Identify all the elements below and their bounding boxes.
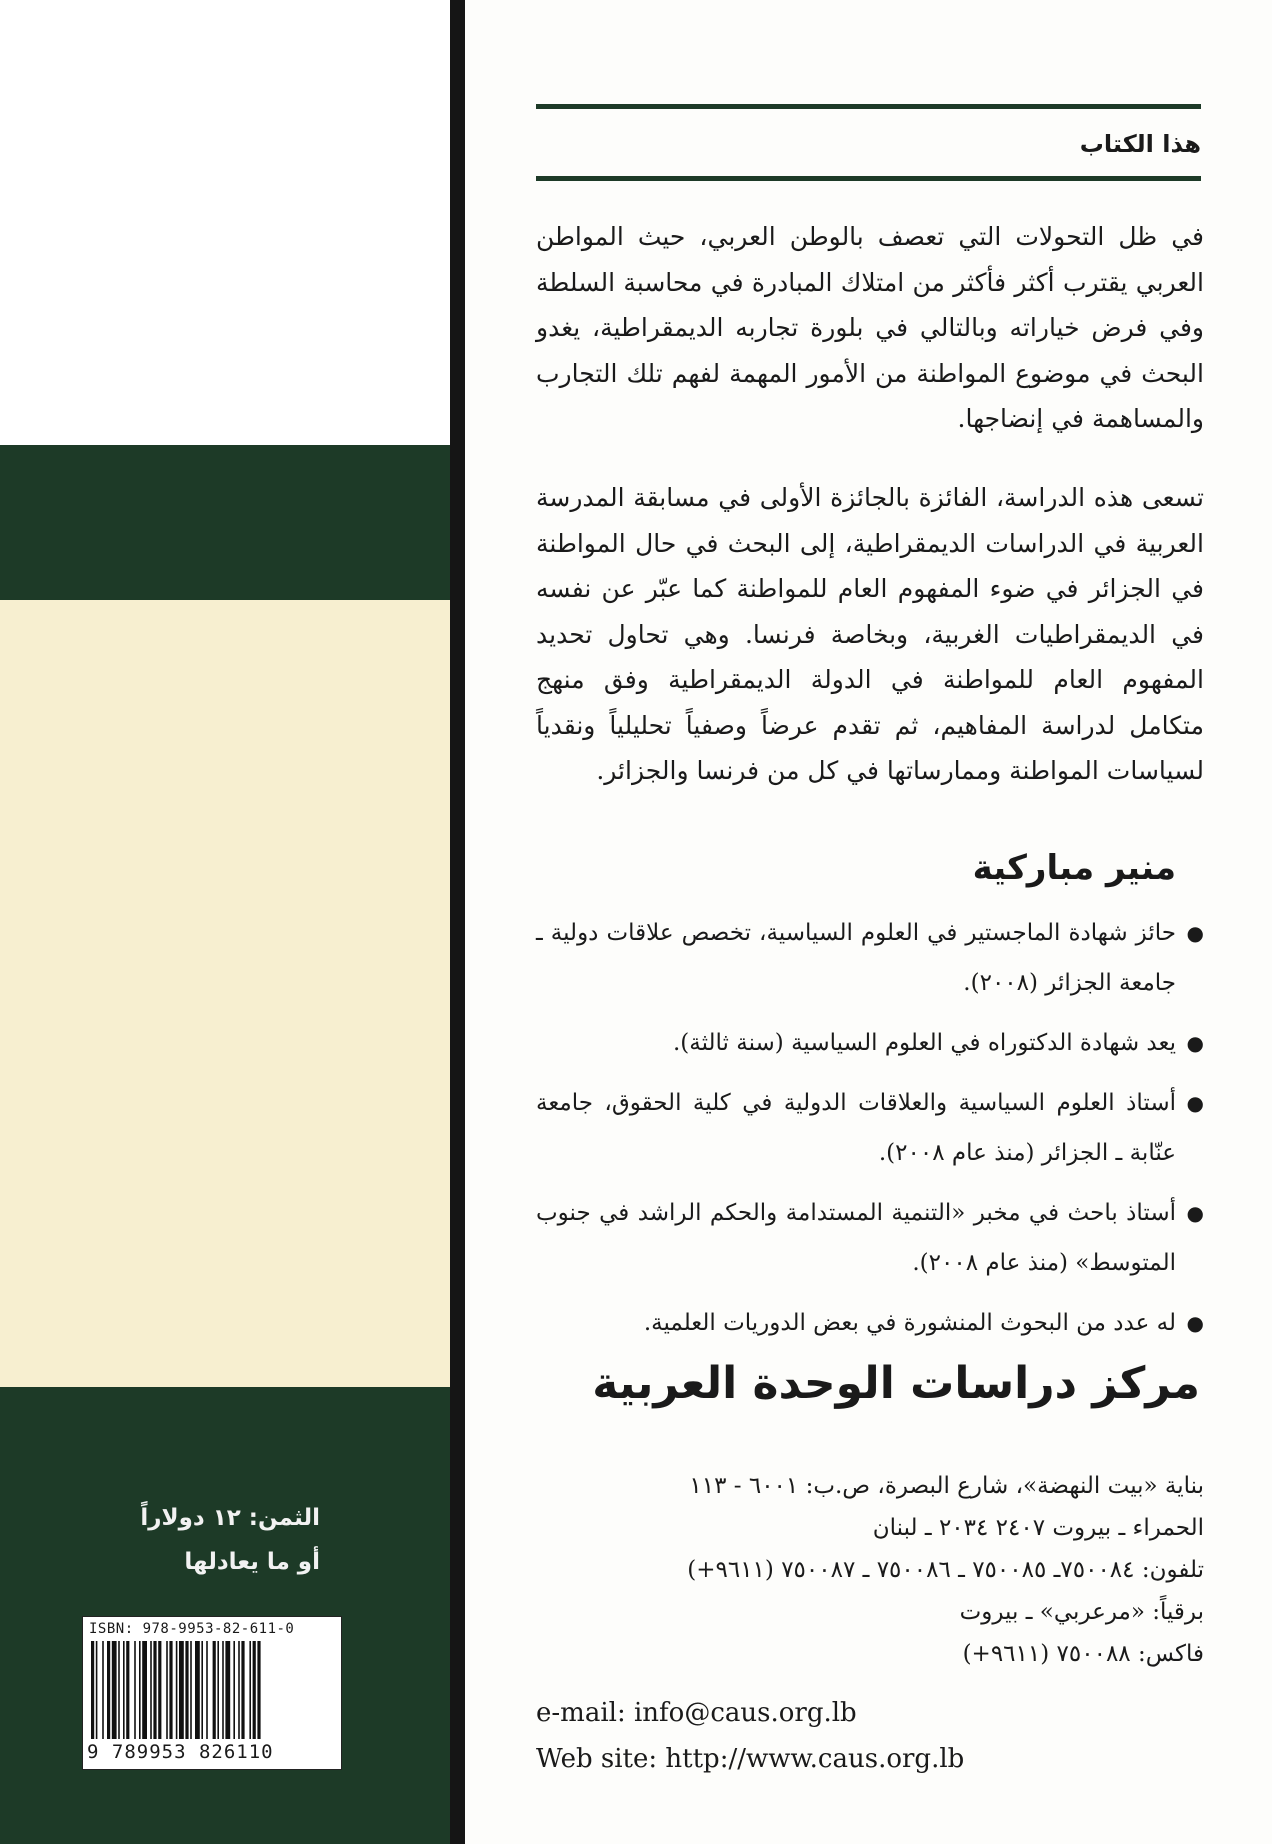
bio-item: ● يعد شهادة الدكتوراه في العلوم السياسية (سنة ثالثة). [536,1018,1204,1068]
author-name: منير مباركية [972,848,1176,888]
barcode-bar [91,1641,94,1739]
barcode-bar [233,1641,235,1739]
bio-item: ● له عدد من البحوث المنشورة في بعض الدوريات العلمية. [536,1298,1204,1348]
header-rule-top [536,104,1201,109]
left-panel-green-band [0,445,450,600]
barcode-bar [158,1641,161,1739]
spine-divider [450,0,465,1844]
fax-line: فاكس: ٧٥٠٠٨٨ (٩٦١١+) [962,1641,1204,1667]
barcode-bar [176,1641,178,1739]
barcode-bar [257,1641,260,1739]
barcode-bar [185,1641,188,1739]
bullet-icon: ● [1186,1201,1204,1225]
barcode-bar [253,1641,256,1739]
publisher-name: مركز دراسات الوحدة العربية [592,1358,1200,1409]
barcode-bar [112,1641,117,1739]
barcode-bar [213,1641,216,1739]
barcode-bar [142,1641,147,1739]
address-line: بناية «بيت النهضة»، شارع البصرة، ص.ب: ٦٠٠١ - ١١٣ [689,1473,1204,1499]
address-line: الحمراء ـ بيروت ٢٤٠٧ ٢٠٣٤ ـ لبنان [872,1515,1204,1541]
bio-item: ● أستاذ العلوم السياسية والعلاقات الدولية في كلية الحقوق، جامعة عنّابة ـ الجزائر (منذ عام ٢٠٠٨). [536,1078,1204,1178]
barcode-bar [249,1641,251,1739]
barcode-bar [217,1641,219,1739]
barcode-bar [96,1641,98,1739]
left-panel-cream-block [0,600,450,1387]
publisher-address [536,1465,1204,1675]
telegram-line: برقياً: «مرعربي» ـ بيروت [959,1599,1204,1625]
barcode-bar [118,1641,120,1739]
author-bio-list [536,908,1204,1358]
barcode-bar [126,1641,129,1739]
bullet-icon: ● [1186,1091,1204,1115]
price-line: الثمن: ١٢ دولاراً [140,1505,320,1531]
bio-item: ● أستاذ باحث في مخبر «التنمية المستدامة والحكم الراشد في جنوب المتوسط» (منذ عام ٢٠٠٨). [536,1188,1204,1288]
barcode-bar [134,1641,136,1739]
barcode-bar [169,1641,172,1739]
barcode-bar [107,1641,110,1739]
barcode-bar [150,1641,152,1739]
barcode-bar [139,1641,141,1739]
barcode-digits: 9 789953 826110 [87,1741,274,1763]
blurb-paragraph-1: في ظل التحولات التي تعصف بالوطن العربي، حيث المواطن العربي يقترب أكثر فأكثر من امتلاك المبادرة في محاسبة السلطة وفي فرض خياراته وبالتالي في بلورة تجاربه الديمقراطية، يغدو البحث في موضوع المواطنة من الأمور المهمة لفهم تلك التجارب والمساهمة في إنضاجها. [536,222,1204,433]
blurb-paragraph-2: تسعى هذه الدراسة، الفائزة بالجائزة الأولى في مسابقة المدرسة العربية في الدراسات الديمقراطية، إلى البحث في حال المواطنة في الجزائر في ضوء المفهوم العام للمواطنة كما عبّر عن نفسه في الديمقراطيات الغربية، وبخاصة فرنسا. وهي تحاول تحديد المفهوم العام للمواطنة في الدولة الديمقراطية وفق منهج متكامل لدراسة المفاهيم، ثم تقدم عرضاً وصفياً تحليلياً ونقدياً لسياسات المواطنة وممارساتها في كل من فرنسا والجزائر. [536,483,1204,785]
phone-line: تلفون: ٧٥٠٠٨٤ـ ٧٥٠٠٨٥ ـ ٧٥٠٠٨٦ ـ ٧٥٠٠٨٧ (٩٦١١+) [687,1557,1204,1583]
barcode-bar [206,1641,208,1739]
barcode-bar [123,1641,125,1739]
barcode-bar [225,1641,230,1739]
barcode-bar [166,1641,168,1739]
header-rule-bottom [536,176,1201,181]
contact-web [536,1690,964,1782]
website-line[interactable]: Web site: http://www.caus.org.lb [536,1744,965,1774]
barcode-bar [102,1641,104,1739]
isbn-label: ISBN: 978-9953-82-611-0 [89,1621,295,1637]
price-equivalent-line: أو ما يعادلها [184,1549,320,1575]
left-panel-white-block [0,0,450,445]
price-block [60,1496,320,1584]
barcode-bar [238,1641,240,1739]
section-title: هذا الكتاب [1079,130,1201,158]
barcode-bar [195,1641,200,1739]
barcode-bar [190,1641,192,1739]
barcode-bar [179,1641,184,1739]
barcode-bar [222,1641,224,1739]
cover-left-panel [0,0,450,1844]
email-line[interactable]: e-mail: info@caus.org.lb [536,1698,857,1728]
barcode-bars [89,1641,333,1739]
barcode-bar [241,1641,244,1739]
bullet-icon: ● [1186,1031,1204,1055]
barcode-bar [201,1641,203,1739]
barcode-bar [153,1641,156,1739]
bullet-icon: ● [1186,1311,1204,1335]
bullet-icon: ● [1186,921,1204,945]
barcode [82,1616,342,1770]
bio-item: ● حائز شهادة الماجستير في العلوم السياسية، تخصص علاقات دولية ـ جامعة الجزائر (٢٠٠٨). [536,908,1204,1008]
